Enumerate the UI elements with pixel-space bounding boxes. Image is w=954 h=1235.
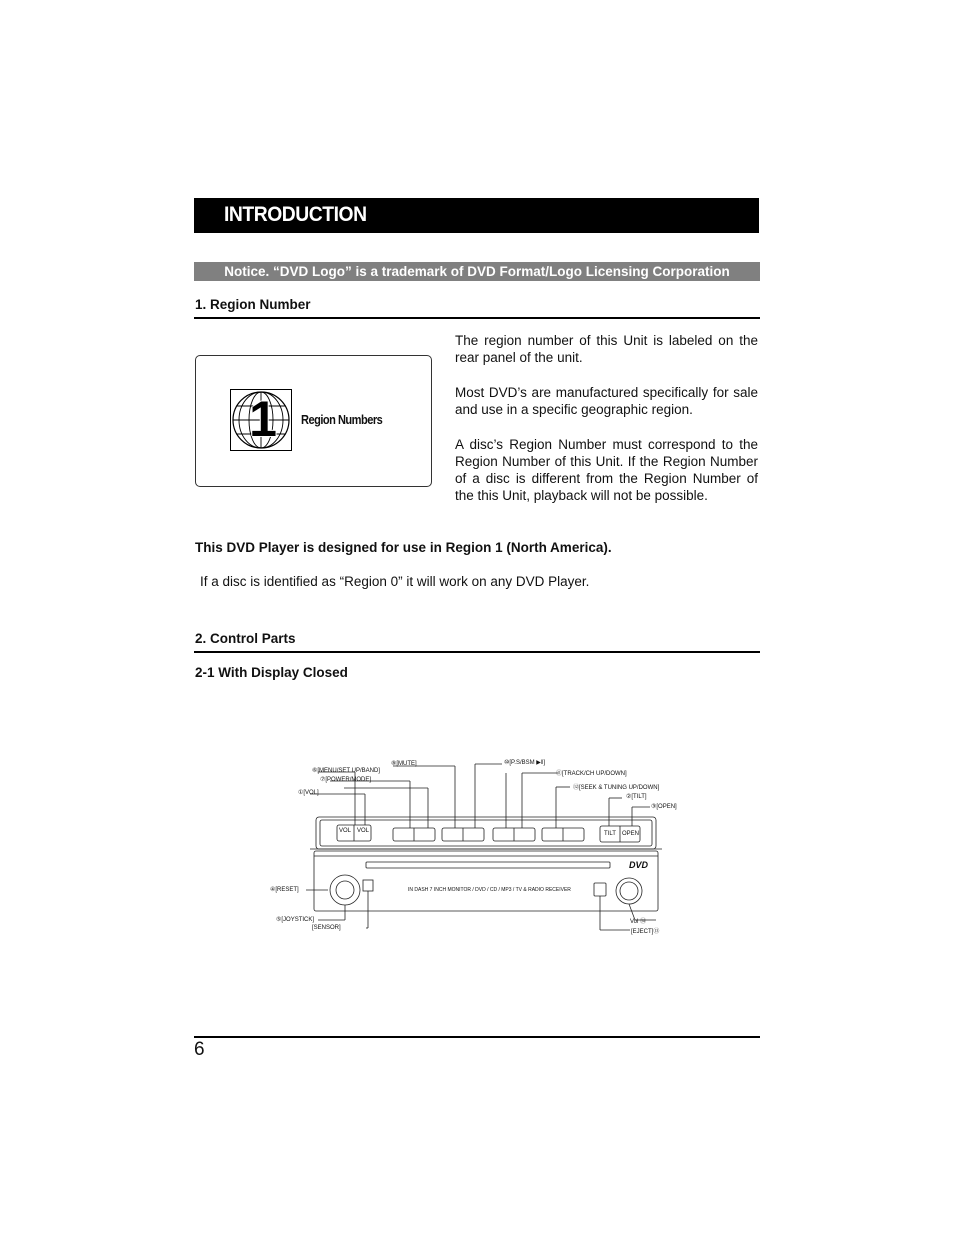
callout-joystick: ⑤[JOYSTICK]: [276, 917, 315, 923]
front-panel-text: IN DASH 7 INCH MONITOR / DVD / CD / MP3 / TV & RADIO RECEIVER: [408, 887, 571, 893]
footer-rule: [194, 1036, 760, 1038]
display-closed-subheading: 2-1 With Display Closed: [195, 665, 348, 680]
region-paragraph-3: A disc’s Region Number must correspond to the Region Number of this Unit. If the Region Number of a disc is different from the Region Number of the this Unit, playback will not be possible.: [455, 437, 758, 503]
page-title: INTRODUCTION: [224, 203, 367, 226]
region-paragraph-1: The region number of this Unit is labeled on the rear panel of the unit.: [455, 333, 758, 365]
region-paragraph-2: Most DVD’s are manufactured specifically for sale and use in a specific geographic region.: [455, 385, 758, 417]
callout-sensor: [SENSOR]: [312, 925, 341, 931]
control-panel-diagram: [270, 752, 690, 942]
section-title-bar: [194, 198, 759, 233]
region-1-statement: This DVD Player is designed for use in Region 1 (North America).: [195, 540, 612, 555]
callout-seek: ⑫[SEEK & TUNING UP/DOWN]: [573, 785, 660, 791]
callout-open: ③[OPEN]: [651, 804, 677, 810]
page-number: 6: [194, 1039, 205, 1060]
region-digit: 1: [249, 391, 277, 447]
open-label: OPEN: [622, 831, 640, 837]
region-logo-text: Region Numbers: [301, 412, 383, 427]
callout-mute: ⑧[MUTE]: [391, 761, 417, 767]
vol-down-label: VOL: [339, 828, 352, 834]
callout-menu: ⑥[MENU/SET UP/BAND]: [312, 768, 380, 774]
tilt-label: TILT: [604, 831, 616, 837]
trademark-notice: Notice. “DVD Logo” is a trademark of DVD Format/Logo Licensing Corporation: [194, 262, 760, 281]
region-0-statement: If a disc is identified as “Region 0” it will work on any DVD Player.: [200, 574, 590, 589]
callout-vol-knob: Vol ⑭: [630, 919, 647, 925]
region-number-heading: 1. Region Number: [195, 297, 311, 312]
dvd-logo: DVD: [629, 860, 649, 870]
callout-tilt: ②[TILT]: [626, 794, 647, 800]
heading-rule: [194, 317, 760, 319]
callout-ps: ⑩[P.S/BSM ▶‖]: [504, 760, 546, 766]
callout-vol: ①[VOL]: [298, 790, 319, 796]
callout-reset: ④[RESET]: [270, 887, 299, 893]
control-parts-heading: 2. Control Parts: [195, 631, 296, 646]
region-logo-box: [195, 355, 432, 487]
callout-track: ⑪[TRACK/CH UP/DOWN]: [556, 771, 627, 777]
vol-up-label: VOL: [357, 828, 370, 834]
heading-rule: [194, 651, 760, 653]
callout-power: ⑦[POWER/MODE]: [320, 777, 372, 783]
callout-eject: [EJECT]⑬: [631, 929, 660, 935]
